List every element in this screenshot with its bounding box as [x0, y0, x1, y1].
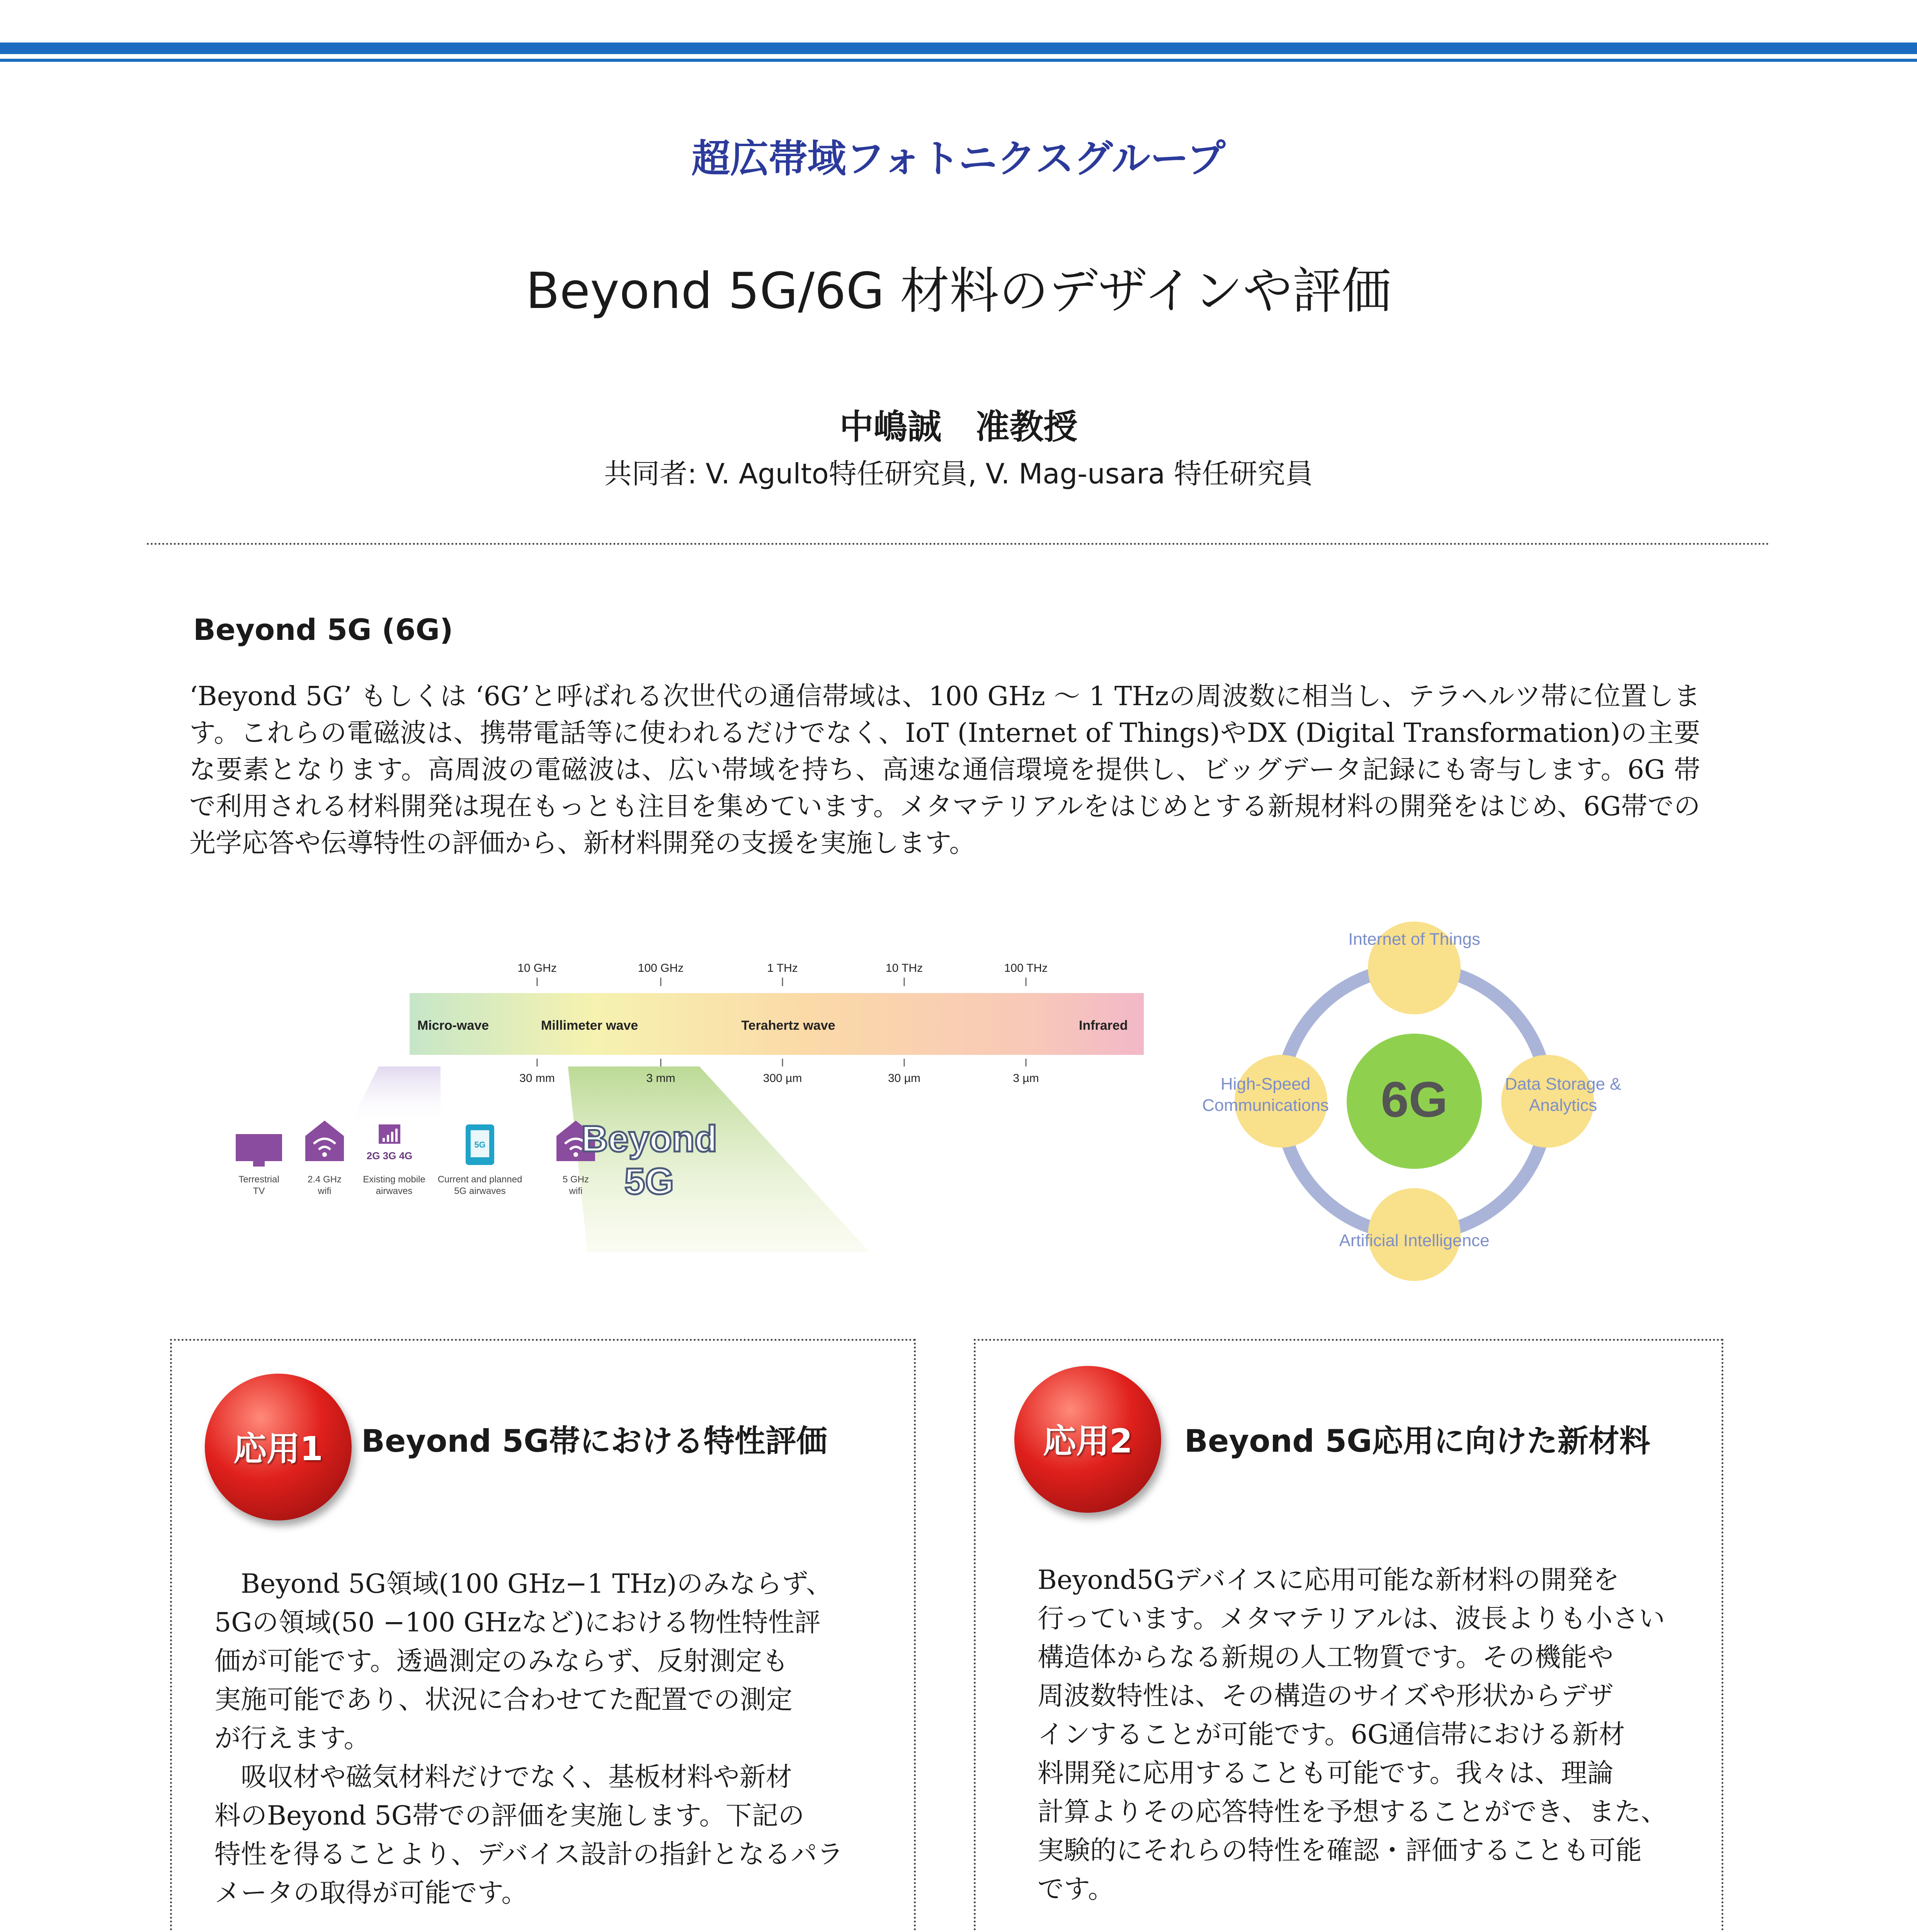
wavelength-tick: 30 mm: [519, 1072, 555, 1085]
device-label: TV: [253, 1186, 265, 1196]
phone-5g-icon: [466, 1124, 494, 1165]
group-name: 超広帯域フォトニクスグループ: [691, 136, 1226, 181]
sixg-bottom-label: Artificial Intelligence: [1339, 1231, 1490, 1250]
band-label: Millimeter wave: [541, 1018, 638, 1033]
tv-icon: [236, 1134, 282, 1167]
intro-heading: Beyond 5G (6G): [193, 612, 453, 647]
band-label: Terahertz wave: [741, 1018, 835, 1033]
application-1-body: Beyond 5G領域(100 GHz−1 THz)のみならず、 5Gの領域(50 −100 GHzなど)における物性特性評 価が可能です。透過測定のみならず、反射測定も 実施可能であり、状況に合わせてた配置での測定 が行えます。 吸収材や磁気材料だけでなく、基板材料や新材 料のBeyond 5G帯での評価を実施します。下記の 特性を得ることより、デバイス設計の指針となるパラ メータの取得が可能です。: [214, 1569, 844, 1908]
beyond-5g-label: Beyond: [581, 1118, 718, 1160]
sixg-left-label: Communications: [1202, 1096, 1329, 1115]
sixg-top-label: Internet of Things: [1348, 930, 1480, 949]
sixg-diagram: [1182, 920, 1685, 1291]
application-1-badge: [205, 1374, 352, 1520]
page-title: Beyond 5G/6G 材料のデザインや評価: [526, 262, 1391, 320]
freq-tick: 10 THz: [885, 962, 923, 975]
wavelength-tick: 30 µm: [888, 1072, 920, 1085]
device-label: 2.4 GHz: [307, 1174, 342, 1185]
device-label: Terrestrial: [238, 1174, 279, 1185]
device-5g-label: 5G: [474, 1140, 486, 1150]
sixg-right-label: Analytics: [1529, 1096, 1597, 1115]
top-rule-thin: [0, 59, 1917, 62]
wavelength-tick: 3 µm: [1013, 1072, 1039, 1085]
application-2-box: [974, 1339, 1723, 1932]
device-label: wifi: [569, 1186, 583, 1196]
sixg-right-label: Data Storage &: [1505, 1075, 1621, 1094]
coauthors: 共同者: V. Agulto特任研究員, V. Mag-usara 特任研究員: [604, 457, 1313, 490]
sixg-center-label: 6G: [1381, 1071, 1448, 1128]
wifi-home-icon: [305, 1121, 344, 1161]
band-label: Micro-wave: [417, 1018, 489, 1033]
spectrum-figure: [224, 943, 1159, 1260]
device-label: 5G airwaves: [454, 1186, 506, 1196]
application-2-badge: [1014, 1366, 1161, 1513]
generation-label: 2G 3G 4G: [366, 1150, 413, 1162]
device-label: wifi: [318, 1186, 332, 1196]
application-1-box: [170, 1339, 916, 1932]
signal-bars-icon: [367, 1124, 413, 1162]
freq-tick: 100 GHz: [638, 962, 684, 975]
wavelength-tick: 300 µm: [763, 1072, 802, 1085]
device-label: Existing mobile: [363, 1174, 425, 1185]
application-2-body: Beyond5Gデバイスに応用可能な新材料の開発を 行っています。メタマテリアルは、波長よりも小さい 構造体からなる新規の人工物質です。その機能や 周波数特性は、その構造のサイズや形状からデザ インすることが可能です。6G通信帯における新材 料開発に応用することも可能です。我々は、理論 計算よりその応答特性を予想することができ、また、 実験的にそれらの特性を確認・評価することも可能 です。: [1038, 1565, 1667, 1905]
author: 中嶋誠 准教授: [839, 407, 1078, 447]
top-rule-thick: [0, 43, 1917, 54]
intro-body: ‘Beyond 5G’ もしくは ‘6G’と呼ばれる次世代の通信帯域は、100 GHz 〜 1 THzの周波数に相当し、テラヘルツ帯に位置します。これらの電磁波は、携帯電話等に使われるだけでなく、IoT (Internet of Things)やDX (Digital Transformation)の主要な要素となります。高周波の電磁波は、広い帯域を持ち、高速な通信環境を提供し、ビッグデータ記録にも寄与します。6G 帯で利用される材料開発は現在もっとも注目を集めています。メタマテリアルをはじめとする新規材料の開発をはじめ、6G帯での光学応答や伝導特性の評価から、新材料開発の支援を実施します。: [189, 681, 1700, 859]
frequency-ticks: [517, 962, 1048, 986]
application-1-badge-label: 応用1: [233, 1430, 323, 1468]
dotted-divider: [147, 543, 1770, 545]
device-label: 5 GHz: [562, 1174, 589, 1185]
application-1-title: Beyond 5G帯における特性評価: [361, 1423, 827, 1459]
freq-tick: 1 THz: [767, 962, 798, 975]
device-label: airwaves: [376, 1186, 413, 1196]
wavelength-tick: 3 mm: [646, 1072, 675, 1085]
device-label: Current and planned: [437, 1174, 522, 1185]
sixg-left-label: High-Speed: [1220, 1075, 1311, 1094]
application-2-badge-label: 応用2: [1043, 1422, 1133, 1461]
beyond-5g-label: 5G: [624, 1161, 674, 1202]
band-label: Infrared: [1079, 1018, 1128, 1033]
freq-tick: 10 GHz: [517, 962, 557, 975]
freq-tick: 100 THz: [1004, 962, 1048, 975]
application-2-title: Beyond 5G応用に向けた新材料: [1184, 1423, 1650, 1459]
